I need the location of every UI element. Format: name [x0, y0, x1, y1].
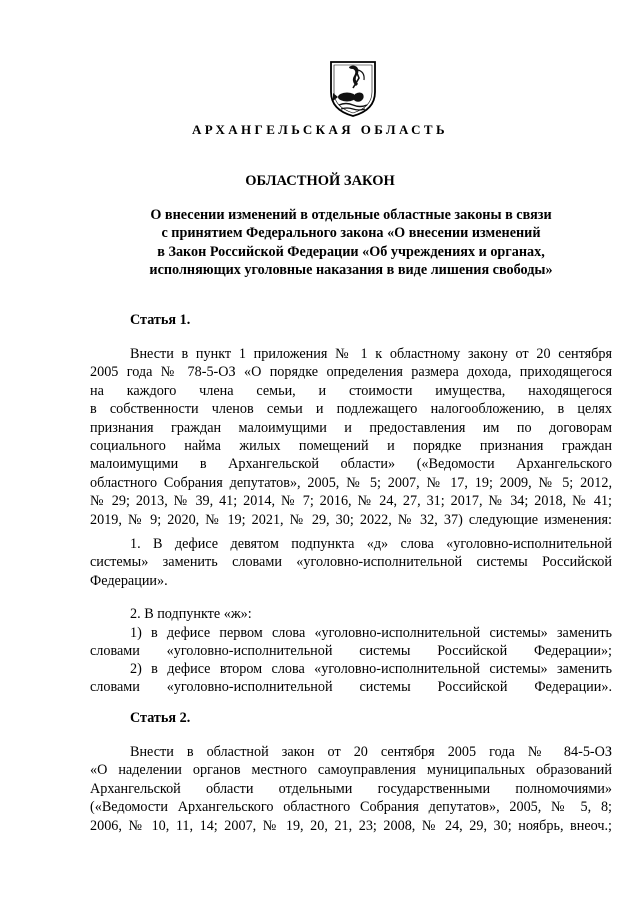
law-type-heading: ОБЛАСТНОЙ ЗАКОН: [245, 173, 395, 189]
text-line: на каждого члена семьи, и стоимости имущества, находящегося: [90, 382, 612, 399]
title-line: О внесении изменений в отдельные областные законы в связи: [150, 207, 552, 223]
article-1-paragraph: [90, 345, 612, 529]
article-1-subitem-2: [90, 660, 612, 697]
article-1-item-1: [90, 535, 612, 590]
text-line: областного Собрания депутатов», 2005, № 5; 2007, № 17, 19; 2009, № 5; 2012,: [90, 474, 612, 491]
text-line: 2) в дефисе втором слова «уголовно-исполнительной системы» заменить: [130, 661, 612, 677]
text-line: малоимущими в Архангельской области» («Ведомости Архангельского: [90, 456, 612, 473]
article-1-subitem-1: [90, 624, 612, 661]
text-line: 2006, № 10, 11, 14; 2007, № 19, 20, 21, 23; 2008, № 24, 29, 30; ноябрь, внеоч.;: [90, 817, 612, 834]
title-line: исполняющих уголовные наказания в виде лишения свободы»: [149, 261, 553, 278]
coat-of-arms-icon: [327, 58, 379, 118]
region-name: АРХАНГЕЛЬСКАЯ ОБЛАСТЬ: [192, 122, 448, 137]
title-line: в Закон Российской Федерации «Об учреждениях и органах,: [157, 243, 545, 260]
text-line: 2. В подпункте «ж»:: [130, 606, 252, 622]
text-line: 1) в дефисе первом слова «уголовно-исполнительной системы» заменить: [130, 625, 612, 641]
text-line: № 29; 2013, № 39, 41; 2014, № 7; 2016, № 24, 27, 31; 2017, № 34; 2018, № 41;: [90, 493, 612, 510]
text-line: словами «уголовно-исполнительной системы Российской Федерации»;: [90, 643, 612, 660]
title-line: с принятием Федерального закона «О внесении изменений: [161, 225, 541, 242]
law-title: [90, 206, 612, 279]
text-line: в собственности членов семьи и подлежащего налогообложению, в целях: [90, 401, 612, 418]
text-line: социального найма жилых помещений и порядке признания граждан: [90, 438, 612, 455]
article-1-item-2-heading: [90, 605, 612, 623]
article-2-heading: Статья 2.: [130, 710, 191, 726]
article-2-paragraph: [90, 743, 612, 835]
text-line: Внести в пункт 1 приложения № 1 к областному закону от 20 сентября: [130, 346, 612, 362]
text-line: («Ведомости Архангельского областного Собрания депутатов», 2005, № 5, 8;: [90, 799, 612, 816]
text-line: системы» заменить словами «уголовно-исполнительной системы Российской: [90, 554, 612, 571]
text-line: признания граждан малоимущими и предоставления им по договорам: [90, 419, 612, 436]
text-line: Внести в областной закон от 20 сентября 2005 года № 84-5-ОЗ: [130, 744, 612, 760]
text-line: «О наделении органов местного самоуправления муниципальных образований: [90, 762, 612, 779]
text-line: словами «уголовно-исполнительной системы Российской Федерации».: [90, 679, 612, 696]
text-line: Архангельской области отдельными государственными полномочиями»: [90, 780, 612, 797]
article-1-heading: Статья 1.: [130, 312, 191, 328]
text-line: 2019, № 9; 2020, № 19; 2021, № 29, 30; 2022, № 32, 37) следующие изменения:: [90, 511, 612, 528]
text-line: Федерации».: [90, 572, 168, 589]
text-line: 1. В дефисе девятом подпункта «д» слова «уголовно-исполнительной: [130, 536, 612, 552]
text-line: 2005 года № 78-5-ОЗ «О порядке определения размера дохода, приходящегося: [90, 364, 612, 381]
